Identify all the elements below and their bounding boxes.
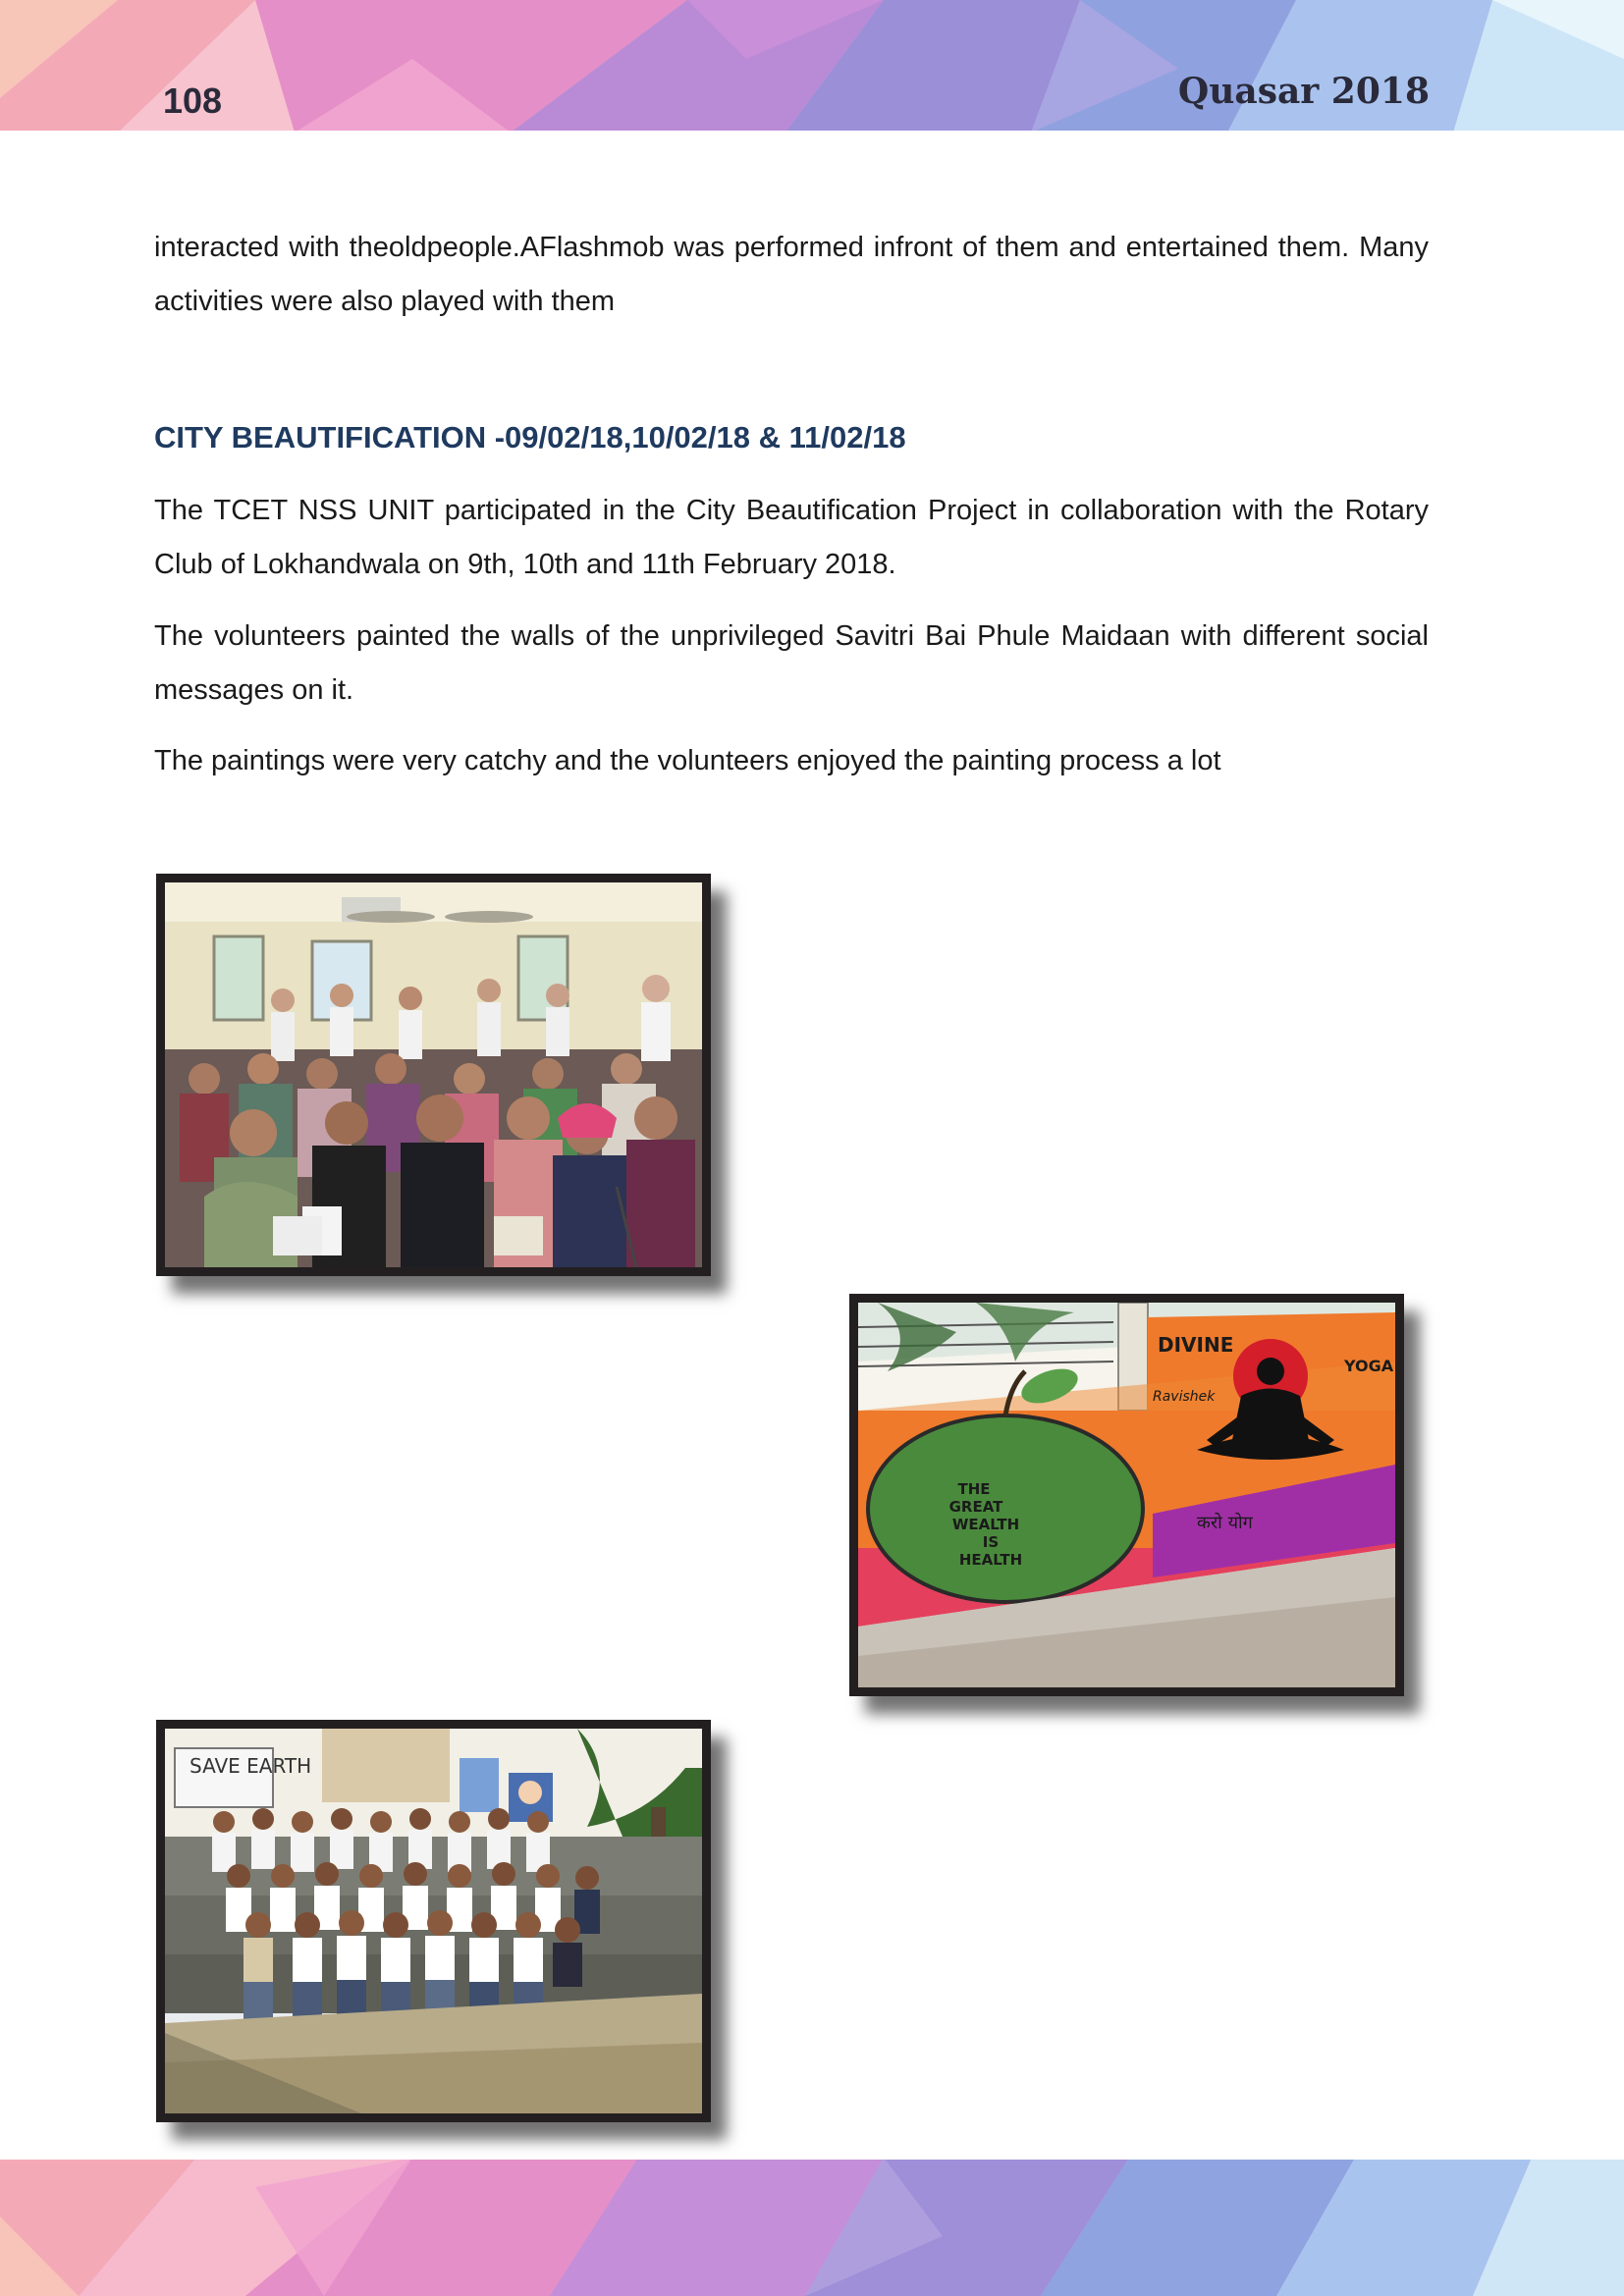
header-decoration	[0, 0, 1624, 133]
footer-band	[0, 2158, 1624, 2296]
mural-text-health: HEALTH	[958, 1551, 1023, 1569]
group-image	[165, 1729, 702, 2113]
audience-image	[165, 882, 702, 1267]
mural-hindi-text: करो योग	[1197, 1513, 1253, 1533]
page-number: 108	[163, 80, 223, 121]
mural-signature: Ravishek	[1153, 1389, 1216, 1405]
section-paragraph-2: The volunteers painted the walls of the unprivileged Savitri Bai Phule Maidaan with different social messages on it.	[154, 620, 1429, 706]
mural-text-yoga: YOGA	[1344, 1357, 1394, 1375]
footer-decoration	[0, 2158, 1624, 2296]
photo-wall-mural	[849, 1294, 1404, 1696]
publication-title: Quasar 2018	[1177, 71, 1430, 112]
section-heading: CITY BEAUTIFICATION -09/02/18,10/02/18 & 11/02/18	[154, 420, 906, 454]
section-paragraph-3: The paintings were very catchy and the volunteers enjoyed the painting process a lot	[154, 745, 1221, 776]
photo-elderly-audience	[156, 874, 711, 1276]
banner-save-earth: SAVE EARTH	[189, 1754, 312, 1778]
mural-text-great: GREAT	[948, 1498, 1003, 1516]
mural-text-wealth: WEALTH	[951, 1516, 1020, 1533]
mural-text-divine: DIVINE	[1158, 1333, 1234, 1357]
mural-text-the: THE	[957, 1480, 991, 1498]
mural-image	[858, 1303, 1395, 1687]
mural-text-is: IS	[982, 1533, 1000, 1551]
intro-paragraph: interacted with theoldpeople.AFlashmob was performed infront of them and entertained them. Many activities were also played with them	[154, 232, 1429, 317]
section-paragraph-1: The TCET NSS UNIT participated in the City Beautification Project in collaboration with the Rotary Club of Lokhandwala on 9th, 10th and 11th February 2018.	[154, 495, 1429, 580]
header-band	[0, 0, 1624, 133]
photo-volunteer-group	[156, 1720, 711, 2122]
